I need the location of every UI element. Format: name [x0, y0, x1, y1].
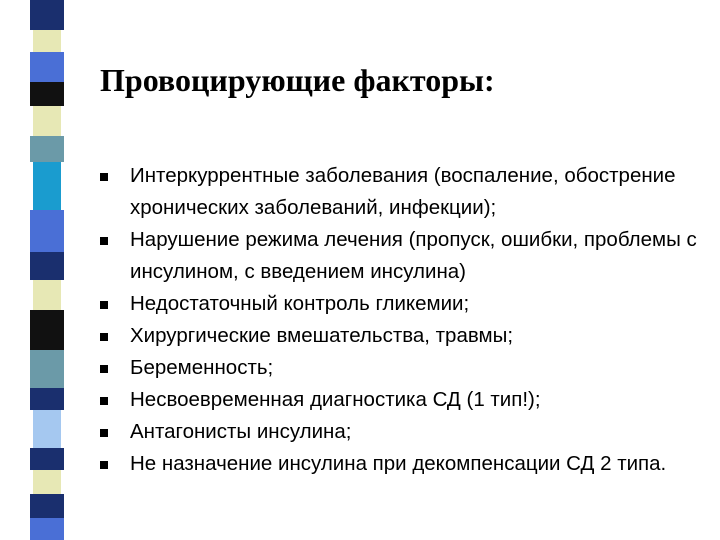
bullet-text: Беременность;: [130, 356, 274, 379]
bullet-list: [100, 160, 710, 480]
decorative-stripe: [30, 0, 64, 540]
stripe-segment: [33, 30, 61, 52]
bullet-text: Не назначение инсулина при декомпенсации СД 2 типа.: [130, 452, 667, 475]
stripe-segment: [30, 448, 64, 470]
stripe-segment: [30, 136, 64, 162]
stripe-segment: [30, 518, 64, 540]
stripe-segment: [33, 410, 61, 448]
bullet-text: Интеркуррентные заболевания (воспаление, обострение хронических заболеваний, инфекции);: [130, 164, 676, 219]
list-item: [100, 160, 710, 224]
list-item: [100, 320, 710, 352]
stripe-segment: [30, 82, 64, 106]
square-bullet-icon: [100, 461, 108, 469]
stripe-segment: [30, 0, 64, 30]
list-item: [100, 416, 710, 448]
bullet-text: Несвоевременная диагностика СД (1 тип!);: [130, 388, 541, 411]
stripe-segment: [33, 470, 61, 494]
list-item: [100, 448, 710, 480]
list-item: [100, 224, 710, 288]
stripe-segment: [30, 252, 64, 280]
square-bullet-icon: [100, 237, 108, 245]
square-bullet-icon: [100, 333, 108, 341]
stripe-segment: [30, 52, 64, 82]
stripe-segment: [30, 494, 64, 518]
stripe-segment: [30, 310, 64, 350]
stripe-segment: [30, 350, 64, 388]
square-bullet-icon: [100, 301, 108, 309]
bullet-text: Хирургические вмешательства, травмы;: [130, 324, 514, 347]
stripe-segment: [30, 388, 64, 410]
square-bullet-icon: [100, 397, 108, 405]
list-item: [100, 352, 710, 384]
bullet-text: Недостаточный контроль гликемии;: [130, 292, 470, 315]
stripe-segment: [33, 280, 61, 310]
bullet-text: Антагонисты инсулина;: [130, 420, 352, 443]
square-bullet-icon: [100, 173, 108, 181]
square-bullet-icon: [100, 365, 108, 373]
bullet-text: Нарушение режима лечения (пропуск, ошибки, проблемы с инсулином, с введением инсулина): [130, 228, 697, 283]
list-item: [100, 288, 710, 320]
list-item: [100, 384, 710, 416]
stripe-segment: [33, 106, 61, 136]
stripe-segment: [30, 210, 64, 252]
square-bullet-icon: [100, 429, 108, 437]
stripe-segment: [33, 162, 61, 210]
slide-title: Провоцирующие факторы:: [100, 62, 495, 98]
